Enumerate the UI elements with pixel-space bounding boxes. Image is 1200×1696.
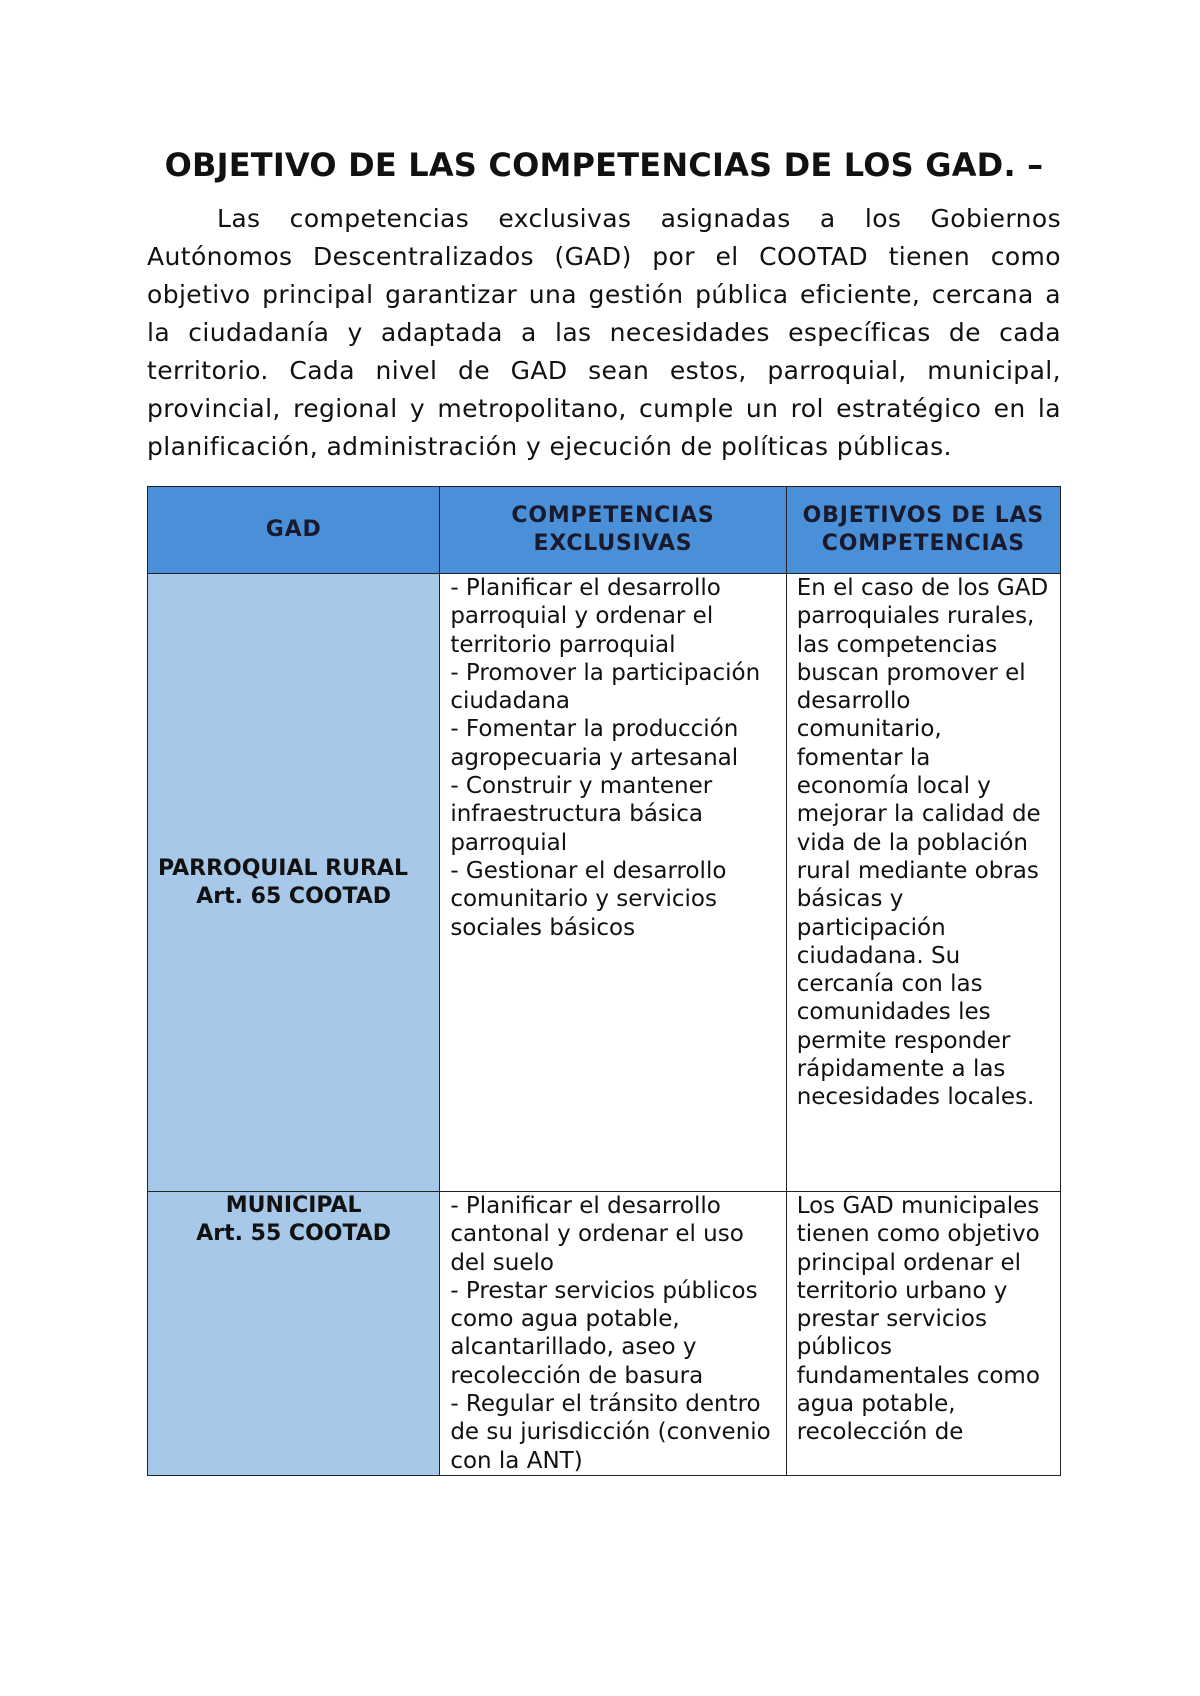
competencia-item: - Promover la participación ciudadana	[450, 659, 761, 715]
objetivo-cell-parroquial: En el caso de los GAD parroquiales rurales, las competencias buscan promover el desarrollo comunitario, fomentar la economía local y mejorar la calidad de vida de la población rural mediante obras básicas y participación ciudadana. Su cercanía con las comunidades les permite responder rápidamente a las necesidades locales.	[786, 574, 1060, 1192]
competencias-table	[147, 486, 1061, 1476]
header-competencias: COMPETENCIAS EXCLUSIVAS	[440, 487, 786, 574]
document-page	[147, 140, 1061, 1476]
table-header	[148, 487, 1061, 574]
competencia-item: - Regular el tránsito dentro de su jurisdicción (convenio con la ANT)	[450, 1391, 771, 1474]
table-row	[148, 1192, 1061, 1476]
competencia-item: - Prestar servicios públicos como agua potable, alcantarillado, aseo y recolección de basura	[450, 1277, 758, 1389]
competencia-item: - Construir y mantener infraestructura básica parroquial	[450, 773, 713, 856]
table-header-row	[148, 487, 1061, 574]
gad-cell-municipal	[148, 1192, 440, 1476]
gad-article: Art. 55 COOTAD	[196, 1221, 392, 1246]
gad-name: MUNICIPAL	[225, 1193, 362, 1218]
competencia-item: - Planificar el desarrollo parroquial y ordenar el territorio parroquial	[450, 575, 721, 658]
competencia-item: - Gestionar el desarrollo comunitario y servicios sociales básicos	[450, 857, 727, 941]
competencia-item: - Fomentar la producción agropecuaria y artesanal	[450, 716, 739, 771]
competencias-cell-parroquial	[440, 574, 786, 1192]
header-gad: GAD	[148, 487, 440, 574]
table-row	[148, 574, 1061, 1192]
objetivo-cell-municipal: Los GAD municipales tienen como objetivo principal ordenar el territorio urbano y prestar servicios públicos fundamentales como agua potable, recolección de	[786, 1192, 1060, 1476]
gad-article: Art. 65 COOTAD	[196, 883, 392, 909]
document-title: OBJETIVO DE LAS COMPETENCIAS DE LOS GAD. –	[164, 146, 1044, 184]
gad-name: PARROQUIAL RURAL	[158, 855, 408, 881]
gad-cell-parroquial	[148, 574, 440, 1192]
header-objetivos: OBJETIVOS DE LAS COMPETENCIAS	[786, 487, 1060, 574]
intro-paragraph: Las competencias exclusivas asignadas a los Gobiernos Autónomos Descentralizados (GAD) por el COOTAD tienen como objetivo principal garantizar una gestión pública eficiente, cercana a la ciudadanía y adaptada a las necesidades específicas de cada territorio. Cada nivel de GAD sean estos, parroquial, municipal, provincial, regional y metropolitano, cumple un rol estratégico en la planificación, administración y ejecución de políticas públicas.	[147, 204, 1061, 461]
competencia-item: - Planificar el desarrollo cantonal y ordenar el uso del suelo	[450, 1193, 744, 1276]
competencias-cell-municipal	[440, 1192, 786, 1476]
